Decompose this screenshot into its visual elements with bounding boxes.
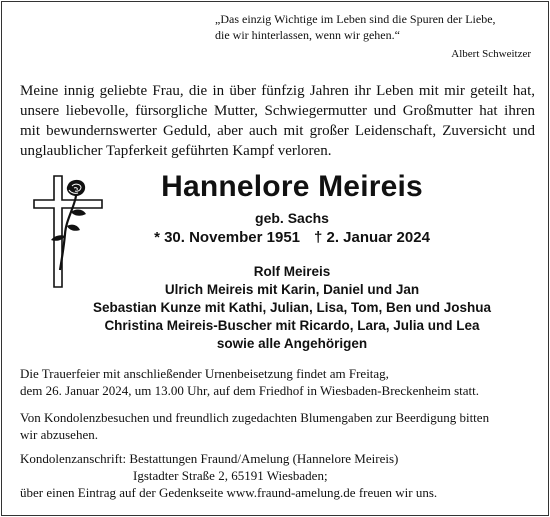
mourners-list (42, 263, 542, 353)
birth-date: * 30. November 1951 (154, 229, 300, 246)
mourner-line: Christina Meireis-Buscher mit Ricardo, Lara, Julia und Lea (104, 318, 480, 333)
obituary-frame (1, 1, 549, 516)
intro-line-4: unglaublicher Tapferkeit geführten Kampf verloren. (20, 143, 332, 159)
mourner-line: Rolf Meireis (253, 264, 331, 279)
condolence-line-2: wir abzusehen. (20, 427, 98, 442)
mourner-line: sowie alle Angehörigen (216, 336, 368, 351)
epigraph-quote (215, 11, 545, 62)
funeral-line-1: Die Trauerfeier mit anschließender Urnenbeisetzung findet am Freitag, (20, 366, 389, 381)
condolence-address (20, 450, 535, 501)
address-line-3: über einen Eintrag auf der Gedenkseite www.fraund-amelung.de freuen wir uns. (20, 485, 438, 500)
quote-line-2: die wir hinterlassen, wenn wir gehen.“ (215, 28, 400, 42)
birth-name: geb. Sachs (255, 210, 329, 226)
funeral-notice (20, 365, 535, 399)
intro-line-1: Meine innig geliebte Frau, die in über fünfzig Jahren ihr Leben mit mir geteilt hat, (20, 83, 535, 99)
intro-line-2: unsere liebevolle, fürsorgliche Mutter, Schwiegermutter und Großmutter hat ihren (20, 103, 535, 119)
intro-paragraph (20, 81, 535, 161)
condolence-notice (20, 409, 535, 443)
address-line-1: Kondolenzanschrift: Bestattungen Fraund/Amelung (Hannelore Meireis) (20, 451, 399, 466)
funeral-line-2: dem 26. Januar 2024, um 13.00 Uhr, auf dem Friedhof in Wiesbaden-Breckenheim statt. (20, 383, 480, 398)
mourner-line: Ulrich Meireis mit Karin, Daniel und Jan (164, 282, 420, 297)
intro-line-3: mit bewundernswerter Geduld, aber auch mit großer Leidenschaft, Zuversicht und (20, 123, 535, 139)
mourner-line: Sebastian Kunze mit Kathi, Julian, Lisa, Tom, Ben und Joshua (92, 300, 492, 315)
life-dates (112, 229, 472, 247)
address-line-2: Igstadter Straße 2, 65191 Wiesbaden; (133, 468, 328, 483)
condolence-line-1: Von Kondolenzbesuchen und freundlich zugedachten Blumengaben zur Beerdigung bitten (20, 410, 490, 425)
death-date: † 2. Januar 2024 (314, 229, 430, 246)
quote-author: Albert Schweitzer (451, 48, 531, 60)
deceased-name: Hannelore Meireis (161, 170, 423, 203)
quote-line-1: „Das einzig Wichtige im Leben sind die Spuren der Liebe, (215, 12, 496, 26)
